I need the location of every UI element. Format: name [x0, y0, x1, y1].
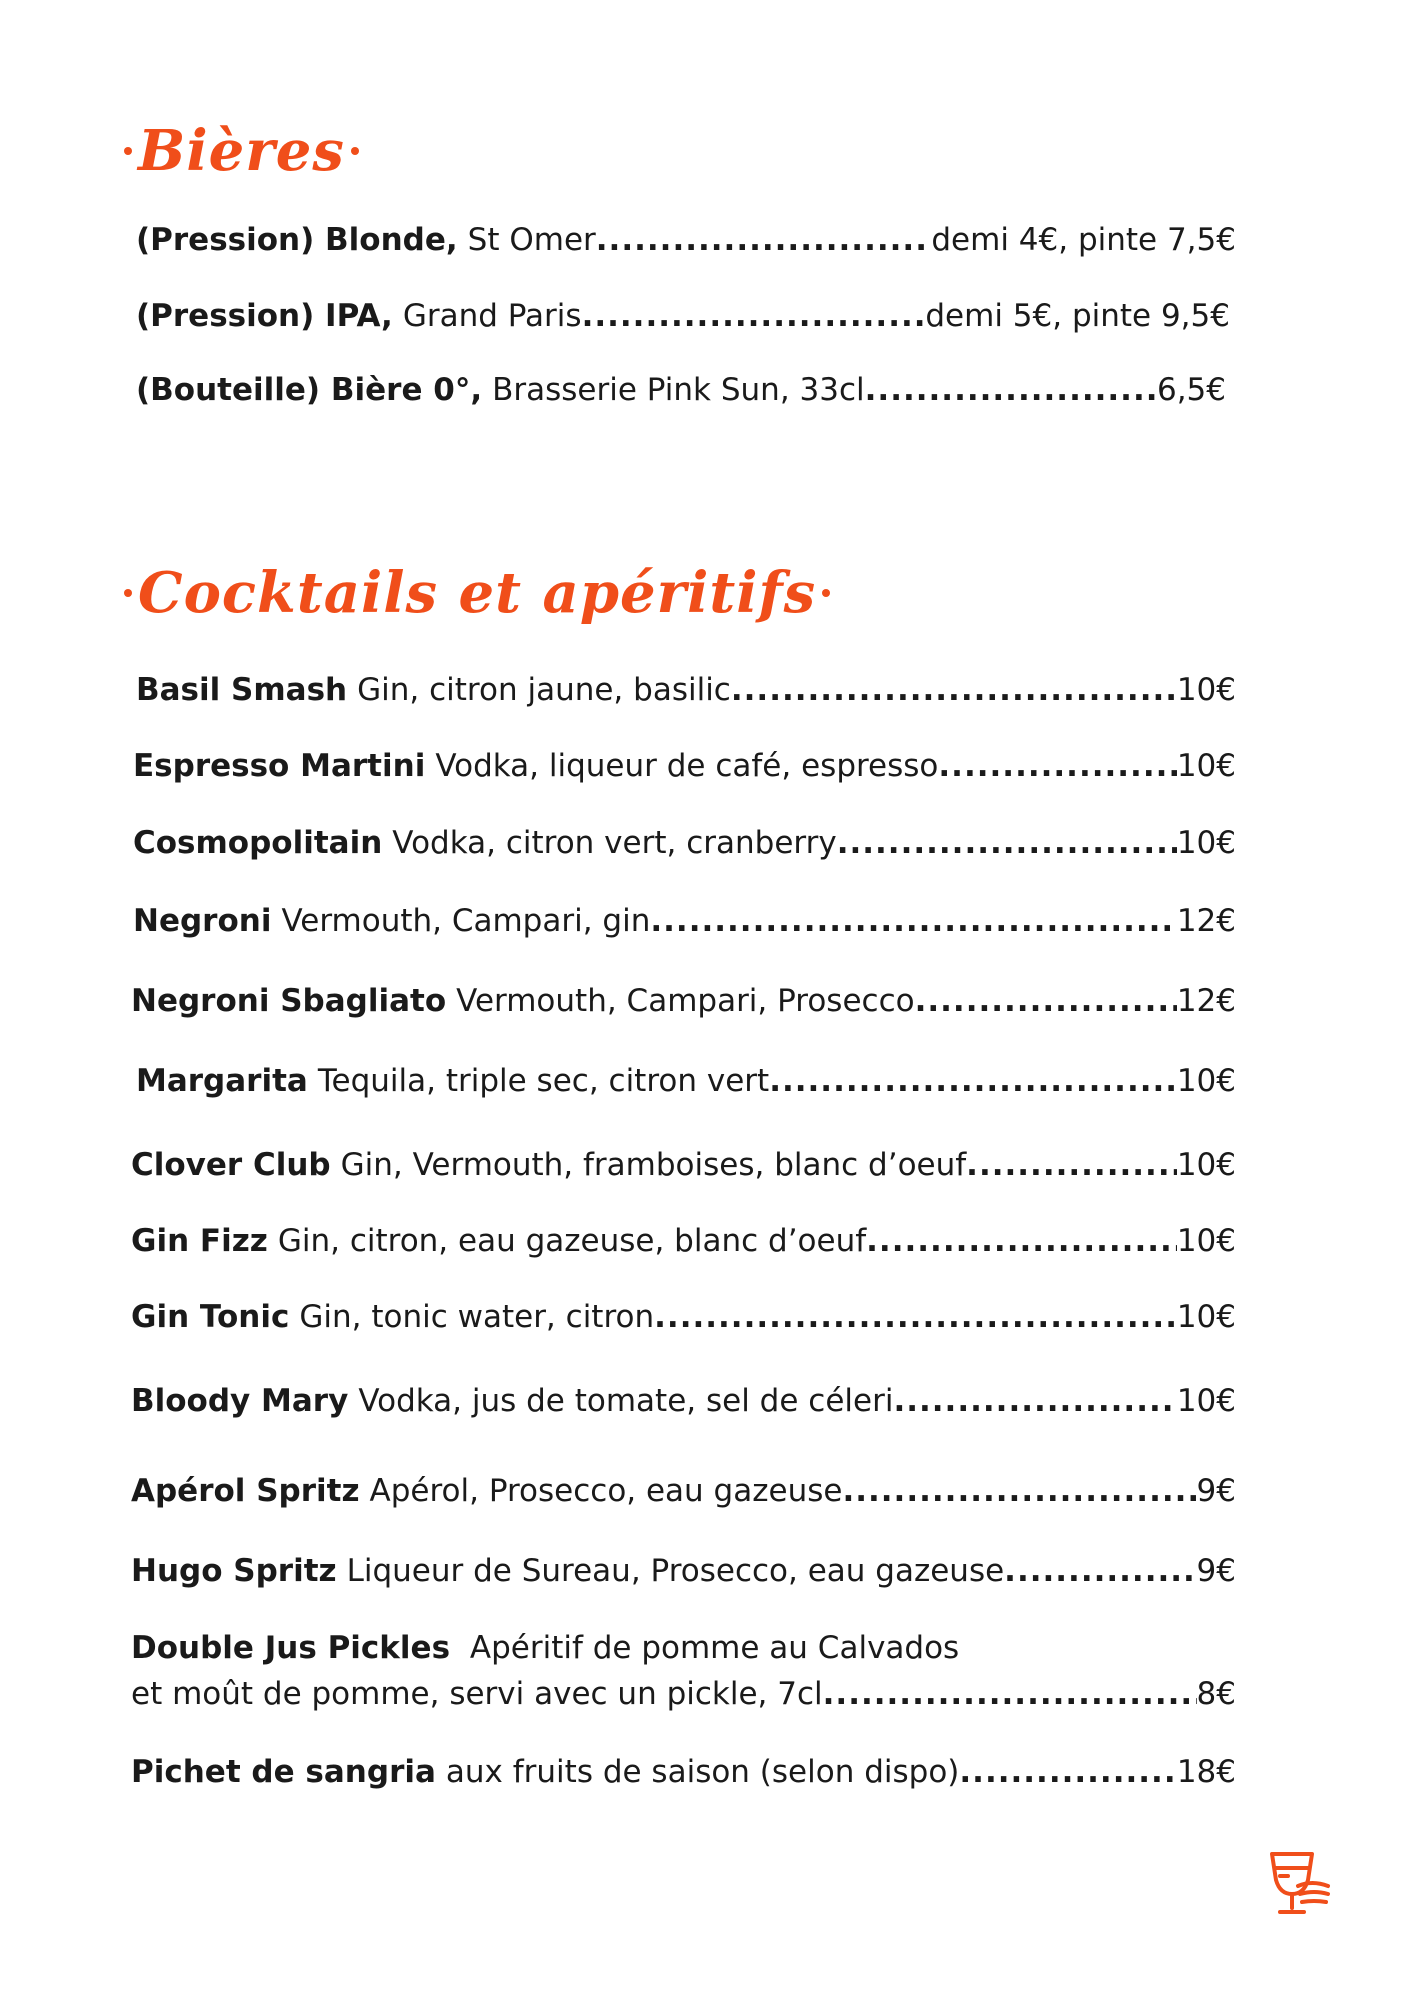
item-description: Liqueur de Sureau, Prosecco, eau gazeuse: [346, 1553, 1005, 1589]
item-description: Vodka, citron vert, cranberry: [392, 825, 837, 861]
item-price: 6,5€: [1156, 372, 1226, 408]
item-name: Gin Fizz: [131, 1223, 268, 1259]
item-name: Negroni: [133, 903, 272, 939]
item-price: 10€: [1176, 1147, 1236, 1183]
item-name: Bloody Mary: [131, 1383, 349, 1419]
item-name: Cosmopolitain: [133, 825, 383, 861]
item-description: Vodka, jus de tomate, sel de céleri: [358, 1383, 894, 1419]
item-price: 10€: [1176, 1299, 1236, 1335]
menu-item: [131, 1297, 1236, 1337]
item-line-1: [131, 1628, 1236, 1668]
item-price: 10€: [1176, 1223, 1236, 1259]
menu-item: [133, 746, 1236, 786]
beers-title-text: Bières: [138, 118, 345, 184]
item-description: Gin, citron, eau gazeuse, blanc d’oeuf: [277, 1223, 867, 1259]
menu-item: [133, 823, 1236, 863]
item-description: Tequila, triple sec, citron vert: [317, 1063, 770, 1099]
menu-item: [133, 901, 1236, 941]
item-description: Grand Paris: [402, 298, 582, 334]
menu-item: [131, 1628, 1236, 1714]
dot-leader: [582, 296, 926, 336]
item-description: Vodka, liqueur de café, espresso: [435, 748, 939, 784]
title-dot-icon: [822, 589, 830, 597]
wine-glass-hand-icon: [1262, 1850, 1334, 1922]
dot-leader: [596, 220, 932, 260]
dot-leader: [915, 981, 1177, 1021]
item-price: 9€: [1196, 1473, 1236, 1509]
menu-item: [136, 1061, 1236, 1101]
item-name: (Pression) IPA,: [136, 298, 393, 334]
item-description: St Omer: [467, 222, 596, 258]
item-description: Gin, Vermouth, framboises, blanc d’oeuf: [340, 1147, 967, 1183]
menu-item: [131, 1221, 1236, 1261]
item-description: Brasserie Pink Sun, 33cl: [492, 372, 865, 408]
item-name: Gin Tonic: [131, 1299, 290, 1335]
item-price: 9€: [1196, 1553, 1236, 1589]
item-price: 12€: [1176, 983, 1236, 1019]
item-description: Vermouth, Campari, gin: [281, 903, 651, 939]
item-description: Gin, citron jaune, basilic: [357, 672, 731, 708]
item-price: 10€: [1176, 748, 1236, 784]
dot-leader: [959, 1752, 1176, 1792]
item-description: aux fruits de saison (selon dispo): [445, 1754, 960, 1790]
dot-leader: [842, 1471, 1196, 1511]
dot-leader: [769, 1061, 1177, 1101]
item-name: Hugo Spritz: [131, 1553, 337, 1589]
item-price: demi 5€, pinte 9,5€: [925, 298, 1230, 334]
item-name: Negroni Sbagliato: [131, 983, 447, 1019]
item-name: Apérol Spritz: [131, 1473, 360, 1509]
dot-leader: [731, 670, 1177, 710]
item-description-line-2: et moût de pomme, servi avec un pickle, 7cl: [131, 1676, 823, 1712]
dot-leader: [893, 1381, 1176, 1421]
item-name: Basil Smash: [136, 672, 348, 708]
cocktails-title-text: Cocktails et apéritifs: [138, 560, 817, 626]
item-name: Clover Club: [131, 1147, 331, 1183]
item-price: 10€: [1176, 825, 1236, 861]
dot-leader: [650, 901, 1176, 941]
item-price: 10€: [1176, 1063, 1236, 1099]
item-name: Espresso Martini: [133, 748, 426, 784]
title-dot-icon: [351, 147, 359, 155]
dot-leader: [1004, 1551, 1196, 1591]
item-price: 10€: [1176, 1383, 1236, 1419]
item-price: 10€: [1176, 672, 1236, 708]
item-name: Double Jus Pickles: [131, 1630, 451, 1666]
item-name: Pichet de sangria: [131, 1754, 436, 1790]
item-price: demi 4€, pinte 7,5€: [931, 222, 1236, 258]
item-line-2: [131, 1674, 1236, 1714]
menu-item: [136, 220, 1236, 260]
dot-leader: [966, 1145, 1177, 1185]
item-description: Vermouth, Campari, Prosecco: [456, 983, 915, 1019]
dot-leader: [865, 370, 1157, 410]
item-price: 18€: [1176, 1754, 1236, 1790]
title-dot-icon: [124, 147, 132, 155]
menu-item: [131, 1381, 1236, 1421]
beers-section-title: [118, 118, 365, 184]
menu-item: [136, 370, 1226, 410]
dot-leader: [837, 823, 1177, 863]
dot-leader: [654, 1297, 1177, 1337]
item-description: Apéritif de pomme au Calvados: [469, 1630, 960, 1666]
menu-item: [131, 1752, 1236, 1792]
item-name: (Pression) Blonde,: [136, 222, 458, 258]
menu-item: [131, 1145, 1236, 1185]
item-name: Margarita: [136, 1063, 308, 1099]
item-description: Gin, tonic water, citron: [299, 1299, 655, 1335]
dot-leader: [866, 1221, 1177, 1261]
cocktails-section-title: [118, 560, 836, 626]
item-price: 8€: [1196, 1676, 1236, 1712]
dot-leader: [938, 746, 1176, 786]
menu-item: [131, 1551, 1236, 1591]
title-dot-icon: [124, 589, 132, 597]
item-price: 12€: [1176, 903, 1236, 939]
item-description: Apérol, Prosecco, eau gazeuse: [369, 1473, 843, 1509]
menu-item: [131, 1471, 1236, 1511]
item-name: (Bouteille) Bière 0°,: [136, 372, 483, 408]
menu-item: [136, 670, 1236, 710]
menu-item: [131, 981, 1236, 1021]
menu-item: [136, 296, 1230, 336]
dot-leader: [823, 1674, 1197, 1714]
